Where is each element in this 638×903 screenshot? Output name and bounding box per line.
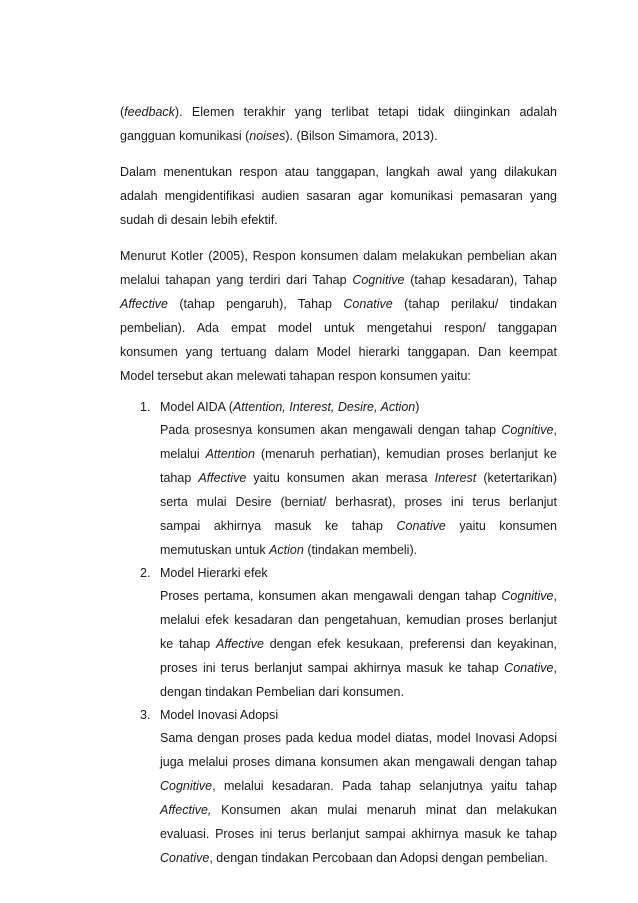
text-span: Proses pertama, konsumen akan mengawali dengan tahap [160,589,502,603]
text-span: , melalui [160,423,557,461]
model-description [160,726,557,870]
model-title [160,396,557,418]
italic-term: Conative [504,661,554,675]
text-span: (tahap kesadaran), Tahap [404,273,557,287]
list-number: 1. [140,400,151,414]
italic-term: Conative [396,519,446,533]
list-item-model-hierarki-efek [120,562,557,704]
italic-term: Action [269,543,304,557]
text-span: , melalui kesadaran. Pada tahap selanjutnya yaitu tahap [212,779,557,793]
text-span: , dengan tindakan Pembelian dari konsumen. [160,661,557,699]
text-span: ). Elemen terakhir yang terlibat tetapi tidak diinginkan adalah gangguan komunikasi ( [120,105,557,143]
text-span: (tahap pengaruh), Tahap [167,297,344,311]
italic-term: Cognitive [160,779,213,793]
text-span: yaitu konsumen memutuskan untuk [160,519,557,557]
text-span: Pada prosesnya konsumen akan mengawali dengan tahap [160,423,502,437]
italic-term: Conative [160,851,210,865]
italic-term: Affective [216,637,264,651]
list-item-model-inovasi-adopsi [120,704,557,870]
text-span: (menaruh perhatian), kemudian proses berlanjut ke tahap [160,447,557,485]
paragraph-respon-tanggapan: Dalam menentukan respon atau tanggapan, langkah awal yang dilakukan adalah mengidentifikasi audien sasaran agar komunikasi pemasaran yang sudah di desain lebih efektif. [120,165,557,227]
model-title: Model Inovasi Adopsi [160,708,279,722]
italic-term: Attention [205,447,255,461]
text-span: (ketertarikan) serta mulai Desire (berniat/ berhasrat), proses ini terus berlanjut sampai akhirnya masuk ke tahap [160,471,557,533]
italic-term: Interest [434,471,477,485]
italic-term: Cognitive [352,273,405,287]
italic-term: Affective [198,471,247,485]
text-span: dengan efek kesukaan, preferensi dan keyakinan, proses ini terus berlanjut sampai akhirnya masuk ke tahap [160,637,557,675]
text-span: Sama dengan proses pada kedua model diatas, model Inovasi Adopsi juga melalui proses dimana konsumen akan mengawali dengan tahap [160,731,557,769]
model-list [120,396,557,870]
text-span: ( [120,105,125,119]
italic-term: Affective, [160,803,212,817]
text-span: Model AIDA ( [160,400,233,414]
model-title: Model Hierarki efek [160,566,268,580]
italic-term: Cognitive [501,589,554,603]
italic-term: feedback [124,105,175,119]
text-span: , melalui efek kesadaran dan pengetahuan, kemudian proses berlanjut ke tahap [160,589,557,651]
text-span: (tahap perilaku/ tindakan pembelian). Ada empat model untuk mengetahui respon/ tanggapan konsumen yang tertuang dalam Model hierarki tanggapan. Dan keempat Model tersebut akan melewati tahapan respon konsumen yaitu: [120,297,557,383]
text-span: , dengan tindakan Percobaan dan Adopsi dengan pembelian. [209,851,548,865]
list-number: 3. [140,708,151,722]
text-span: yaitu konsumen akan merasa [246,471,435,485]
italic-term: Affective [120,297,168,311]
text-span: Konsumen akan mulai menaruh minat dan melakukan evaluasi. Proses ini terus berlanjut sampai akhirnya masuk ke tahap [160,803,557,841]
text-span: Menurut Kotler (2005), Respon konsumen dalam melakukan pembelian akan melalui tahapan yang terdiri dari Tahap [120,249,557,287]
document-page [120,100,557,870]
paragraph-kotler [120,244,557,388]
paragraph-feedback-noises [120,100,557,148]
italic-term: noises [249,129,286,143]
model-description [160,418,557,562]
model-description [160,584,557,704]
italic-term: Conative [343,297,393,311]
text-span: ) [415,400,420,414]
list-item-model-aida [120,396,557,562]
list-number: 2. [140,566,151,580]
text-span: (tindakan membeli). [303,543,418,557]
italic-term: Attention, Interest, Desire, Action [232,400,416,414]
text-span: ). (Bilson Simamora, 2013). [285,129,438,143]
italic-term: Cognitive [501,423,554,437]
